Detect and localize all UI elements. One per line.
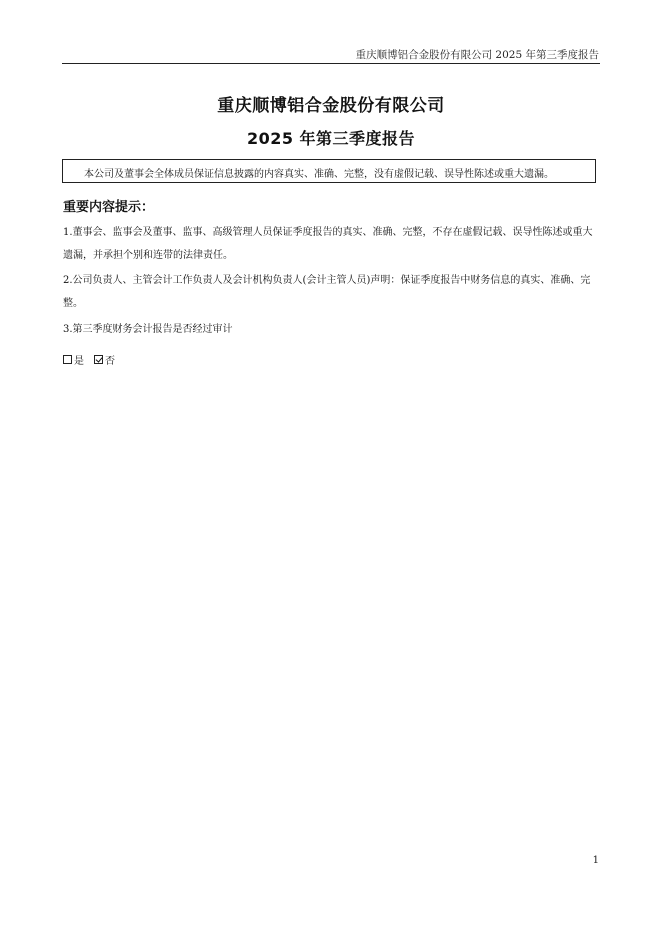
audit-no-checkbox[interactable] xyxy=(94,355,103,364)
important-item-2: 2.公司负责人、主管会计工作负责人及会计机构负责人(会计主管人员)声明：保证季度报告中财务信息的真实、准确、完整。 xyxy=(63,275,591,309)
running-header: 重庆顺博铝合金股份有限公司 2025 年第三季度报告 xyxy=(355,49,599,61)
audit-options xyxy=(63,352,115,367)
audit-no-label: 否 xyxy=(105,356,115,367)
report-title: 2025 年第三季度报告 xyxy=(246,129,416,148)
audit-yes-label: 是 xyxy=(74,356,84,367)
important-item-1: 1.董事会、监事会及董事、监事、高级管理人员保证季度报告的真实、准确、完整，不存在虚假记载、误导性陈述或重大遗漏，并承担个别和连带的法律责任。 xyxy=(63,227,593,261)
important-item-3: 3.第三季度财务会计报告是否经过审计 xyxy=(63,324,233,335)
company-title: 重庆顺博铝合金股份有限公司 xyxy=(217,96,445,116)
header-divider xyxy=(62,63,600,64)
notice-text: 本公司及董事会全体成员保证信息披露的内容真实、准确、完整，没有虚假记载、误导性陈述或重大遗漏。 xyxy=(84,169,554,180)
page-number: 1 xyxy=(592,855,599,866)
audit-yes-checkbox[interactable] xyxy=(63,355,72,364)
important-heading: 重要内容提示： xyxy=(63,200,155,215)
notice-box xyxy=(62,159,596,183)
